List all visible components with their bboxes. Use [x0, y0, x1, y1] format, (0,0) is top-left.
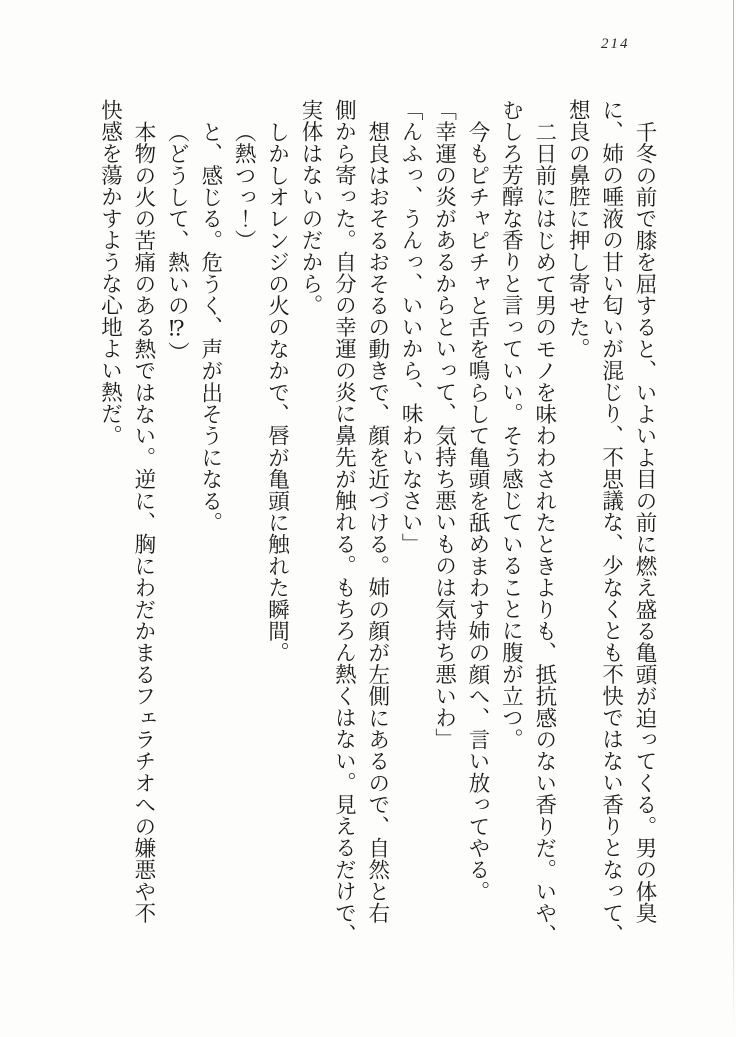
text-line-9: 想良はおそるおそるの動きで、顔を近づける。姉の顔が左側にあるので、自然と右: [365, 120, 390, 924]
text-line-6: 今もピチャピチャと舌を鳴らして亀頭を舐めまわす姉の顔へ、言い放ってやる。: [465, 120, 490, 902]
text-line-2: に、姉の唾液の甘い匂いが混じり、不思議な、少なくとも不快ではない香りとなって、: [599, 99, 624, 946]
page-text: [93, 99, 661, 946]
text-line-8: 「んふっ、うんっ、いいから、味わいなさい」: [399, 99, 424, 555]
text-line-10: 側から寄った。自分の幸運の炎に鼻先が触れる。もちろん熱くはない。見えるだけで、: [332, 99, 357, 946]
text-line-1: 千冬の前で膝を屈すると、いよいよ目の前に燃え盛る亀頭が迫ってくる。男の体臭: [633, 120, 657, 924]
text-line-11: 実体はないのだから。: [298, 99, 323, 316]
text-line-13: （熱つっ！）: [232, 120, 257, 251]
text-line-5: むしろ芳醇な香りと言っていい。そう感じていることに腹が立つ。: [499, 99, 524, 750]
page-number: 214: [601, 36, 630, 52]
page-edge-line: [733, 0, 735, 1037]
text-line-12: しかしオレンジの火のなかで、唇が亀頭に触れた瞬間。: [265, 120, 290, 664]
text-line-16: 本物の火の苦痛のある熱ではない。逆に、胸にわだかまるフェラチオへの嫌悪や不: [131, 120, 156, 924]
text-line-17: 快感を蕩かすような心地よい熱だ。: [98, 99, 123, 447]
text-line-4: 二日前にはじめて男のモノを味わわされたときよりも、抵抗感のない香りだ。いや、: [532, 120, 557, 946]
text-line-3: 想良の鼻腔に押し寄せた。: [566, 99, 591, 360]
text-line-7: 「幸運の炎があるからといって、気持ち悪いものは気持ち悪いわ」: [432, 99, 457, 750]
text-line-14: と、感じる。危うく、声が出そうになる。: [198, 120, 223, 533]
text-line-15: （どうして、熱いの⁉）: [165, 120, 190, 363]
